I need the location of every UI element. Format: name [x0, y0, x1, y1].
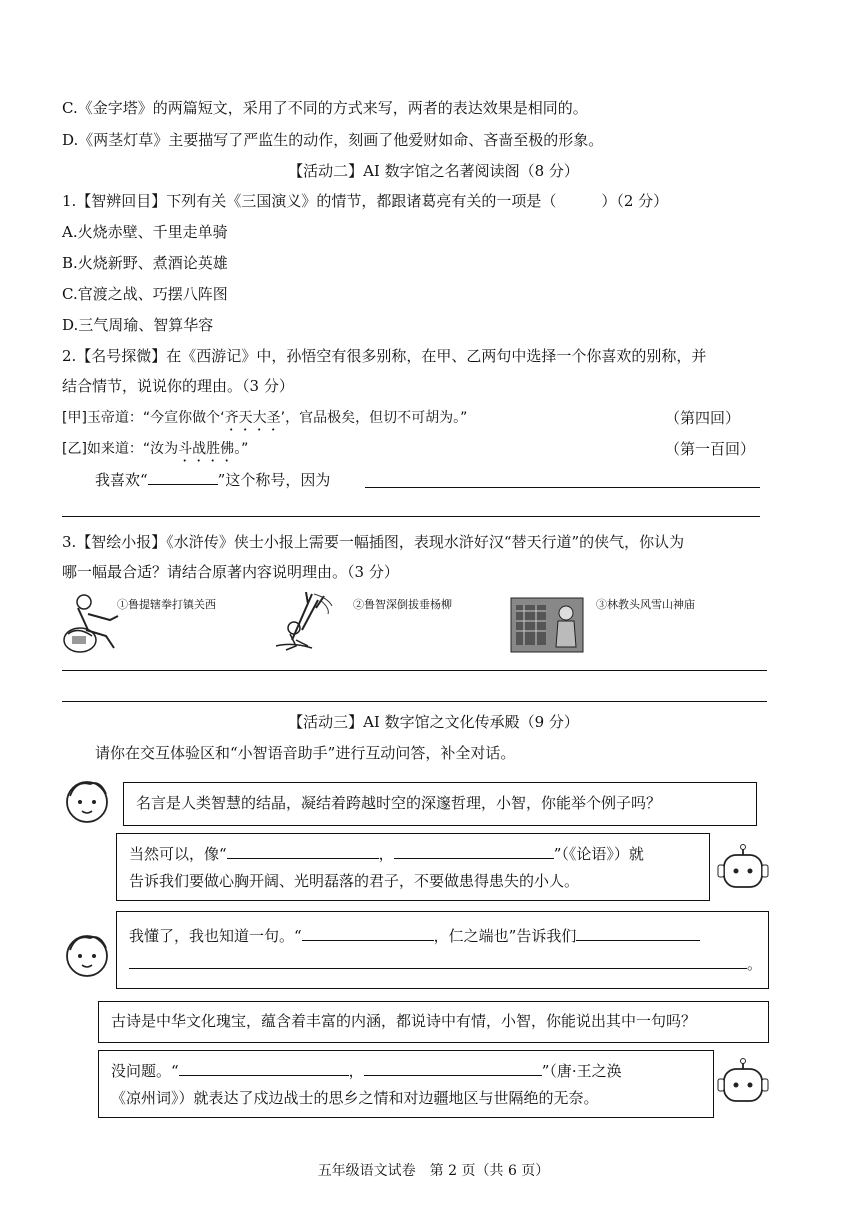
dialogue-box-5	[98, 1050, 714, 1118]
quote-jia: [甲]玉帝道：“今宣你做个‘齐天大圣’，官品极矣，但切不可胡为。”	[62, 410, 468, 426]
option-d: D.《两茎灯草》主要描写了严监生的动作，刻画了他爱财如命、吝啬至极的形象。	[62, 131, 604, 149]
meaning-blank-1[interactable]	[576, 926, 700, 941]
q2-name-blank[interactable]	[148, 470, 218, 485]
dialogue-box-3	[116, 911, 769, 989]
dialogue-5-line1: 没问题。“ ， ”（唐·王之涣	[111, 1062, 622, 1080]
robot-avatar-icon	[716, 1057, 770, 1109]
q2-answer-line: 我喜欢“ ”这个称号，因为	[95, 471, 331, 489]
lunyu-blank-2[interactable]	[394, 844, 554, 859]
q1-option-b: B.火烧新野、煮酒论英雄	[62, 254, 228, 272]
q3-answer-blank-1[interactable]	[62, 670, 767, 671]
quote-yi: [乙]如来道：“汝为斗战胜佛。”	[62, 441, 249, 457]
boy-avatar-icon	[62, 930, 112, 980]
meaning-blank-2[interactable]	[129, 954, 747, 969]
q3-stem-line1: 3.【智绘小报】《水浒传》侠士小报上需要一幅插图，表现水浒好汉“替天行道”的侠气，你认为	[62, 533, 685, 551]
pic2-caption: ②鲁智深倒拔垂杨柳	[353, 598, 452, 611]
boy-avatar-icon	[62, 776, 112, 826]
pic3-caption: ③林教头风雪山神庙	[596, 598, 695, 611]
q1-option-d: D.三气周瑜、智算华容	[62, 316, 214, 334]
activity3-title: 【活动三】AI 数字馆之文化传承殿（9 分）	[288, 713, 579, 731]
q2-reason-blank-2[interactable]	[62, 516, 760, 517]
robot-avatar-icon	[716, 843, 770, 895]
dialogue-3-line2: 。	[129, 954, 762, 974]
name-douzhanshengfo: 斗战胜佛	[178, 441, 235, 457]
poem-blank-2[interactable]	[364, 1061, 542, 1076]
dialogue-box-2	[116, 833, 710, 901]
q2-reason-blank[interactable]	[365, 487, 760, 488]
snowy-temple-illustration	[510, 597, 584, 653]
dialogue-1-text: 名言是人类智慧的结晶，凝结着跨越时空的深邃哲理，小智，你能举个例子吗？	[136, 794, 662, 812]
dialogue-4-text: 古诗是中华文化瑰宝，蕴含着丰富的内涵，都说诗中有情，小智，你能说出其中一句吗？	[111, 1012, 697, 1030]
dialogue-3-line1: 我懂了，我也知道一句。“ ，仁之端也”告诉我们	[129, 926, 700, 946]
quote-jia-ref: （第四回）	[665, 409, 741, 427]
mencius-blank[interactable]	[302, 926, 434, 941]
dialogue-box-1	[123, 782, 757, 826]
q1-stem: 1.【智辨回目】下列有关《三国演义》的情节，都跟诸葛亮有关的一项是（ ）（2 分）	[62, 192, 669, 210]
dialogue-2-line2: 告诉我们要做心胸开阔、光明磊落的君子，不要做患得患失的小人。	[129, 872, 580, 890]
willow-uproot-illustration	[272, 590, 340, 652]
option-c: C.《金字塔》的两篇短文，采用了不同的方式来写，两者的表达效果是相同的。	[62, 99, 588, 117]
activity3-intro: 请你在交互体验区和“小智语音助手”进行互动问答，补全对话。	[95, 744, 516, 762]
dialogue-box-4	[98, 1001, 769, 1043]
q2-stem-line1: 2.【名号探微】在《西游记》中，孙悟空有很多别称，在甲、乙两句中选择一个你喜欢的别称，并	[62, 347, 707, 365]
q2-stem-line2: 结合情节，说说你的理由。（3 分）	[62, 377, 294, 395]
activity2-title: 【活动二】AI 数字馆之名著阅读阁（8 分）	[288, 162, 579, 180]
q3-stem-line2: 哪一幅最合适？请结合原著内容说明理由。（3 分）	[62, 563, 399, 581]
q3-answer-blank-2[interactable]	[62, 701, 767, 702]
q1-option-c: C.官渡之战、巧摆八阵图	[62, 285, 228, 303]
name-qitiandasheng: 齐天大圣	[224, 410, 281, 426]
dialogue-2-line1: 当然可以，像“ ， ”（《论语》）就	[129, 845, 644, 863]
pic1-caption: ①鲁提辖拳打镇关西	[117, 598, 216, 611]
dialogue-5-line2: 《凉州词》）就表达了戍边战士的思乡之情和对边疆地区与世隔绝的无奈。	[111, 1089, 599, 1107]
poem-blank-1[interactable]	[179, 1061, 349, 1076]
page-footer: 五年级语文试卷 第 2 页（共 6 页）	[317, 1163, 550, 1179]
lunyu-blank-1[interactable]	[227, 844, 379, 859]
q1-option-a: A.火烧赤壁、千里走单骑	[62, 223, 228, 241]
quote-yi-ref: （第一百回）	[665, 440, 756, 458]
